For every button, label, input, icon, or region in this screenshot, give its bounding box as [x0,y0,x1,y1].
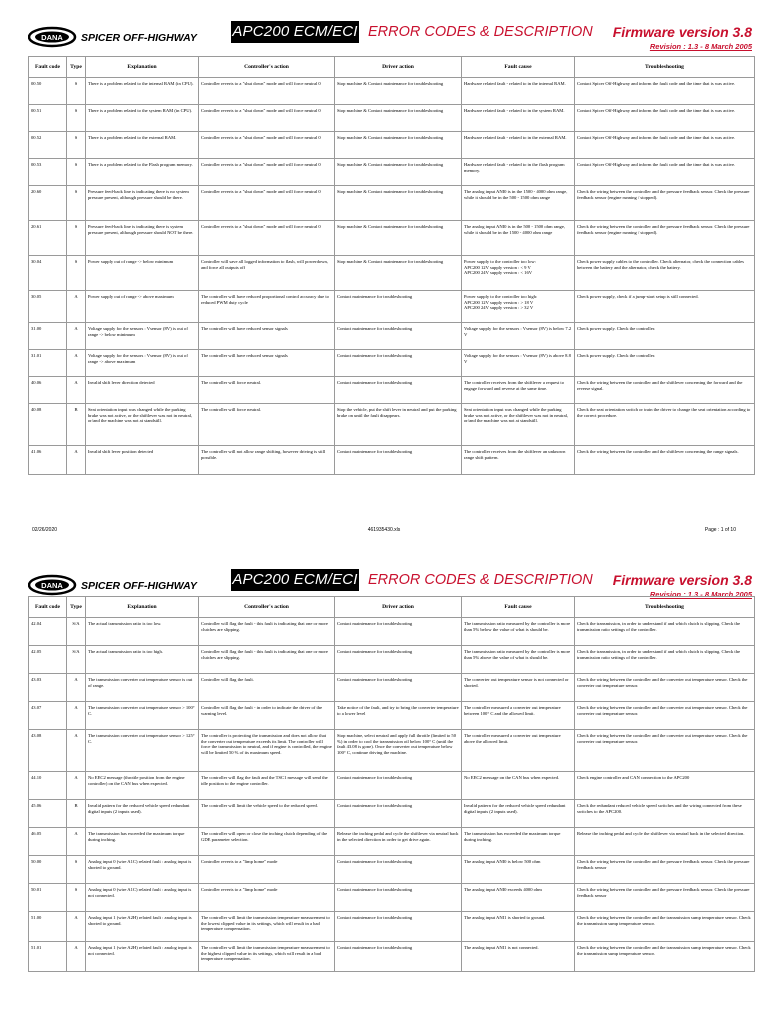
fault-cause-cell: The transmission ratio measured by the controller is more than 5% above the value of what is should be. [462,646,575,674]
explanation-cell: No EEC2 message (throttle position from the engine controller) on the CAN bus when expected. [86,772,199,800]
controller-action-cell: The controller is protecting the transmission and does not allow that the converter out temperature exceeds its limit. The controller will force the transmission to neutral, and if engine is controlled, the engine will be limited 50 % of its maximum speed. [199,730,335,772]
troubleshooting-cell: Check the seat orientation switch or train the driver to change the seat orientation according to the correct procedure. [575,404,755,446]
controller-action-cell: Controller reverts to a "shut down" mode and will force neutral 0 [199,186,335,221]
controller-action-cell: Controller reverts to a "limp home" mode [199,884,335,912]
dana-logo-mark [28,24,198,50]
fault-cause-cell: Voltage supply for the sensors : Vsensor (8V) is below 7.2 V [462,323,575,350]
troubleshooting-cell: Check the wiring between the controller and the shiftlever concerning the range signals. [575,446,755,475]
fault-cause-cell: No EEC2 message on the CAN bus when expected. [462,772,575,800]
fault-cause-cell: The transmission ratio measured by the controller is more than 5% below the value of what is should be. [462,618,575,646]
type-cell: S [67,132,86,159]
table-row [29,404,755,446]
explanation-cell: Pressure feed-back line is indicating there is no system pressure present, although pressure should be there. [86,186,199,221]
svg-text:SPICER OFF-HIGHWAY: SPICER OFF-HIGHWAY [81,580,197,592]
fault-code-cell: 00.50 [29,78,67,105]
fault-code-cell: 50.01 [29,884,67,912]
fault-cause-cell: Hardware related fault - related to in the flash program memory. [462,159,575,186]
driver-action-cell: Contact maintenance for troubleshooting [335,323,462,350]
driver-action-cell: Release the inching pedal and cycle the shiftlever via neutral back in the selected direction in order to get drive again. [335,828,462,856]
type-cell: S [67,884,86,912]
svg-text:DANA: DANA [41,581,63,590]
fault-cause-cell: Voltage supply for the sensors : Vsensor (8V) is above 8.8 V [462,350,575,377]
controller-action-cell: Controller will flag the fault - this fault is indicating that one or more clutches are slipping. [199,618,335,646]
table-header-row [29,57,755,78]
driver-action-cell: Contact maintenance for troubleshooting [335,800,462,828]
fault-cause-cell: The controller receives from the shiftlever an unknown range shift pattern. [462,446,575,475]
troubleshooting-cell: Check the wiring between the controller and the transmission sump temperature sensor. Check the transmission sump temperature sensor. [575,912,755,942]
troubleshooting-cell: Check the wiring between the controller and the pressure feedback sensor. Check the pressure feedback sensor [575,856,755,884]
footer-filename: 461935430.xls [367,527,401,533]
column-header: Type [67,57,86,78]
troubleshooting-cell: Check the transmission, in order to understand if and which clutch is slipping. Check the transmission ratio settings of the controller. [575,618,755,646]
driver-action-cell: Contact maintenance for troubleshooting [335,618,462,646]
explanation-cell: There is a problem related to the external RAM. [86,132,199,159]
type-cell: S [67,159,86,186]
table-row [29,132,755,159]
type-cell: S [67,105,86,132]
controller-action-cell: Controller reverts to a "shut down" mode and will force neutral 0 [199,159,335,186]
controller-action-cell: The controller will force neutral. [199,377,335,404]
fault-code-cell: 41.06 [29,446,67,475]
controller-action-cell: Controller will flag the fault - this fault is indicating that one or more clutches are slipping. [199,646,335,674]
explanation-cell: Power supply out of range -> above maximum [86,291,199,323]
controller-action-cell: The controller will limit the transmission temperature measurement to the highest clipped value in its settings, which will result in a bad temperature compensation. [199,942,335,972]
type-cell: A [67,942,86,972]
firmware-version: Firmware version 3.8 [612,572,752,588]
troubleshooting-cell: Check the wiring between the controller and the transmission sump temperature sensor. Check the transmission sump temperature sensor. [575,942,755,972]
explanation-cell: There is a problem related to the system RAM (in CPU). [86,105,199,132]
troubleshooting-cell: Check power supply, check if a jump-start setup is still connected. [575,291,755,323]
column-header: Fault cause [462,57,575,78]
fault-code-cell: 00.52 [29,132,67,159]
document-page-2 [0,552,768,1024]
driver-action-cell: Contact maintenance for troubleshooting [335,350,462,377]
document-title: ERROR CODES & DESCRIPTION [368,24,593,40]
table-row [29,446,755,475]
column-header: Controller's action [199,57,335,78]
troubleshooting-cell: Contact Spicer Off-Highway and inform the fault code and the time that is was active. [575,159,755,186]
driver-action-cell: Contact maintenance for troubleshooting [335,912,462,942]
explanation-cell: There is a problem related to the Flash program memory. [86,159,199,186]
fault-cause-cell: The transmission has exceeded the maximum torque during inching. [462,828,575,856]
dana-logo [28,24,198,50]
troubleshooting-cell: Check the wiring between the controller and the converter out temperature sensor. Check the converter out temperature sensor. [575,730,755,772]
troubleshooting-cell: Contact Spicer Off-Highway and inform the fault code and the time that is was active. [575,132,755,159]
controller-action-cell: The controller will force neutral. [199,404,335,446]
type-cell: S [67,186,86,221]
table-row [29,256,755,291]
explanation-cell: Pressure feed-back line is indicating there is system pressure present, although pressure should NOT be there. [86,221,199,256]
controller-action-cell: The controller will flag the fault and the TSC1 message will send the idle position to the engine controller. [199,772,335,800]
fault-cause-cell: Invalid pattern for the reduced vehicle speed redundant digital inputs (2 inputs used). [462,800,575,828]
table-row [29,856,755,884]
fault-code-cell: 20.61 [29,221,67,256]
explanation-cell: There is a problem related to the internal RAM (in CPU). [86,78,199,105]
explanation-cell: Invalid pattern for the reduced vehicle speed redundant digital inputs (2 inputs used). [86,800,199,828]
table-row [29,884,755,912]
footer-date: 02/26/2020 [32,527,58,533]
controller-action-cell: The controller will limit the transmission temperature measurement to the lowest clipped value in its settings, which will result in a bad temperature compensation. [199,912,335,942]
type-cell: A [67,912,86,942]
explanation-cell: The actual transmission ratio is too low. [86,618,199,646]
fault-cause-cell: The converter out temperature sensor is not connected or shorted. [462,674,575,702]
footer-page-number: Page : 1 of 10 [704,527,736,533]
table-header-row [29,597,755,618]
table-row [29,800,755,828]
fault-cause-cell: Power supply to the controller too low: APC200 12V supply version : < 9 V APC200 24V supply version : < 16V [462,256,575,291]
table-row [29,159,755,186]
driver-action-cell: Stop machine & Contact maintenance for troubleshooting [335,132,462,159]
explanation-cell: Invalid shift lever position detected [86,446,199,475]
explanation-cell: The transmission converter out temperature sensor is out of range. [86,674,199,702]
fault-code-cell: 40.08 [29,404,67,446]
type-cell: A [67,772,86,800]
driver-action-cell: Stop the vehicle, put the shift lever in neutral and put the parking brake on until the fault disappears. [335,404,462,446]
fault-code-cell: 31.01 [29,350,67,377]
controller-action-cell: Controller reverts to a "shut down" mode and will force neutral 0 [199,105,335,132]
column-header: Fault code [29,57,67,78]
model-badge: APC200 ECM/ECI [231,569,359,591]
fault-code-cell: 42.04 [29,618,67,646]
driver-action-cell: Contact maintenance for troubleshooting [335,446,462,475]
controller-action-cell: The controller will limit the vehicle speed to the reduced speed. [199,800,335,828]
fault-cause-cell: Hardware related fault - related to in the external RAM. [462,132,575,159]
table-row [29,291,755,323]
fault-cause-cell: The analog input ANI0 is in the 1500 - 4000 ohm range, while it should be in the 500 - 1500 ohm range [462,186,575,221]
controller-action-cell: Controller will save all logged information to flash, will powerdown, and force all outputs off [199,256,335,291]
table-row [29,350,755,377]
fault-code-cell: 42.05 [29,646,67,674]
type-cell: B [67,404,86,446]
fault-code-cell: 40.06 [29,377,67,404]
controller-action-cell: Controller reverts to a "shut down" mode and will force neutral 0 [199,221,335,256]
column-header: Driver action [335,57,462,78]
firmware-version: Firmware version 3.8 [612,24,752,40]
fault-code-cell: 50.00 [29,856,67,884]
page-footer [32,527,736,537]
fault-code-cell: 30.04 [29,256,67,291]
driver-action-cell: Contact maintenance for troubleshooting [335,291,462,323]
type-cell: B [67,800,86,828]
controller-action-cell: The controller will have reduced sensor signals [199,323,335,350]
controller-action-cell: Controller reverts to a "limp home" mode [199,856,335,884]
fault-cause-cell: Hardware related fault - related to in the system RAM. [462,105,575,132]
fault-cause-cell: The analog input ANI0 is below 500 ohm [462,856,575,884]
explanation-cell: Power supply out of range -> below minimum [86,256,199,291]
fault-cause-cell: The controller measured a converter out temperature above the allowed limit. [462,730,575,772]
table-row [29,772,755,800]
table-row [29,323,755,350]
fault-code-cell: 31.00 [29,323,67,350]
table-row [29,78,755,105]
svg-text:SPICER OFF-HIGHWAY: SPICER OFF-HIGHWAY [81,32,197,44]
fault-code-cell: 51.01 [29,942,67,972]
type-cell: S [67,256,86,291]
fault-code-cell: 46.05 [29,828,67,856]
controller-action-cell: The controller will not allow range shifting, however driving is still possible. [199,446,335,475]
controller-action-cell: Controller reverts to a "shut down" mode and will force neutral 0 [199,78,335,105]
table-row [29,221,755,256]
fault-code-cell: 45.06 [29,800,67,828]
table-row [29,730,755,772]
troubleshooting-cell: Check the wiring between the controller and the pressure feedback sensor. Check the pressure feedback sensor (engine running / stopped). [575,221,755,256]
controller-action-cell: The controller will have reduced sensor signals [199,350,335,377]
fault-code-cell: 30.05 [29,291,67,323]
driver-action-cell: Stop machine & Contact maintenance for troubleshooting [335,159,462,186]
fault-code-cell: 43.08 [29,730,67,772]
troubleshooting-cell: Check power supply. Check the controller. [575,323,755,350]
troubleshooting-cell: Check power supply cables to the controller. Check alternator, check the connection cables between the battery and the alternator, check the battery. [575,256,755,291]
table-body [29,78,755,475]
explanation-cell: Seat orientation input was changed while the parking brake was not active, or the shiftlever was not in neutral, or/and the machine was not at standstill. [86,404,199,446]
explanation-cell: The transmission has exceeded the maximum torque during inching. [86,828,199,856]
column-header: Type [67,597,86,618]
troubleshooting-cell: Contact Spicer Off-Highway and inform the fault code and the time that is was active. [575,78,755,105]
controller-action-cell: The controller will have reduced proportional control accuracy due to reduced PWM duty cycle [199,291,335,323]
error-codes-table-page-1 [28,56,755,475]
troubleshooting-cell: Check the wiring between the controller and the converter out temperature sensor. Check the converter out temperature sensor. [575,674,755,702]
column-header: Fault code [29,597,67,618]
fault-code-cell: 20.60 [29,186,67,221]
explanation-cell: Voltage supply for the sensors : Vsensor (8V) is out of range -> below minimum [86,323,199,350]
table-row [29,646,755,674]
type-cell: A [67,291,86,323]
driver-action-cell: Contact maintenance for troubleshooting [335,674,462,702]
dana-logo-mark [28,572,198,598]
table-row [29,186,755,221]
driver-action-cell: Contact maintenance for troubleshooting [335,856,462,884]
troubleshooting-cell: Contact Spicer Off-Highway and inform the fault code and the time that is was active. [575,105,755,132]
troubleshooting-cell: Check the wiring between the controller and the pressure feedback sensor. Check the pressure feedback sensor (engine running / stopped). [575,186,755,221]
column-header: Explanation [86,57,199,78]
controller-action-cell: The controller will open or close the inching clutch depending of the GDE parameter selection. [199,828,335,856]
troubleshooting-cell: Check the wiring between the controller and the shiftlever concerning the forward and the reverse signal. [575,377,755,404]
fault-code-cell: 00.53 [29,159,67,186]
type-cell: A [67,350,86,377]
document-title: ERROR CODES & DESCRIPTION [368,572,593,588]
column-header: Troubleshooting [575,597,755,618]
type-cell: S [67,78,86,105]
type-cell: S/A [67,646,86,674]
table-row [29,674,755,702]
table-row [29,912,755,942]
driver-action-cell: Contact maintenance for troubleshooting [335,377,462,404]
dana-logo [28,572,198,598]
model-badge: APC200 ECM/ECI [231,21,359,43]
type-cell: A [67,730,86,772]
table-row [29,618,755,646]
column-header: Troubleshooting [575,57,755,78]
fault-code-cell: 43.03 [29,674,67,702]
type-cell: S [67,856,86,884]
table-body [29,618,755,972]
controller-action-cell: Controller will flag the fault. [199,674,335,702]
driver-action-cell: Stop machine & Contact maintenance for troubleshooting [335,105,462,132]
troubleshooting-cell: Check engine controller and CAN connection to the APC200 [575,772,755,800]
fault-cause-cell: Hardware related fault - related to in the internal RAM. [462,78,575,105]
driver-action-cell: Stop machine & Contact maintenance for troubleshooting [335,78,462,105]
revision-label: Revision : 1.3 - 8 March 2005 [649,42,752,51]
fault-cause-cell: The analog input ANI0 is in the 500 - 1500 ohm range, while it should be in the 1500 - 4000 ohm range [462,221,575,256]
type-cell: S/A [67,618,86,646]
driver-action-cell: Stop machine, select neutral and apply full throttle (limited to 50 %) in order to cool the transmission oil below 100° C (until the fault 43.08 is gone). Once the converter out temperature below 100° C, continue driving the machine. [335,730,462,772]
fault-cause-cell: The analog input ANI0 exceeds 4000 ohm [462,884,575,912]
driver-action-cell: Contact maintenance for troubleshooting [335,772,462,800]
driver-action-cell: Stop machine & Contact maintenance for troubleshooting [335,256,462,291]
troubleshooting-cell: Check the redundant reduced vehicle speed switches and the wiring connected from these switches to the APC200. [575,800,755,828]
column-header: Driver action [335,597,462,618]
explanation-cell: Invalid shift lever direction detected [86,377,199,404]
troubleshooting-cell: Check power supply. Check the controller. [575,350,755,377]
type-cell: A [67,702,86,730]
explanation-cell: Voltage supply for the sensors : Vsensor (8V) is out of range -> above maximum [86,350,199,377]
column-header: Explanation [86,597,199,618]
fault-cause-cell: The analog input ANI1 is not connected. [462,942,575,972]
explanation-cell: Analog input 1 (wire A2H) related fault : analog input is not connected. [86,942,199,972]
type-cell: A [67,323,86,350]
explanation-cell: Analog input 0 (wire A1C) related fault : analog input is not connected. [86,884,199,912]
table-row [29,702,755,730]
column-header: Controller's action [199,597,335,618]
type-cell: A [67,674,86,702]
driver-action-cell: Stop machine & Contact maintenance for troubleshooting [335,186,462,221]
type-cell: A [67,446,86,475]
troubleshooting-cell: Check the transmission, in order to understand if and which clutch is slipping. Check the transmission ratio settings of the controller. [575,646,755,674]
fault-cause-cell: Seat orientation input was changed while the parking brake was not active, or the shiftlever was not in neutral, or/and the machine was not at standstill. [462,404,575,446]
fault-cause-cell: The controller measured a converter out temperature between 100° C and the allowed limit. [462,702,575,730]
table-row [29,942,755,972]
type-cell: A [67,828,86,856]
fault-cause-cell: The analog input ANI1 is shorted to ground. [462,912,575,942]
error-codes-table-page-2 [28,596,755,972]
type-cell: S [67,221,86,256]
explanation-cell: Analog input 1 (wire A2H) related fault : analog input is shorted to ground. [86,912,199,942]
fault-code-cell: 43.07 [29,702,67,730]
explanation-cell: The actual transmission ratio is too high. [86,646,199,674]
driver-action-cell: Contact maintenance for troubleshooting [335,646,462,674]
fault-cause-cell: Power supply to the controller too high: APC200 12V supply version : > 18 V APC200 24V supply version : > 32 V [462,291,575,323]
table-row [29,828,755,856]
troubleshooting-cell: Check the wiring between the controller and the pressure feedback sensor. Check the pressure feedback sensor [575,884,755,912]
troubleshooting-cell: Release the inching pedal and cycle the shiftlever via neutral back in the selected direction. [575,828,755,856]
type-cell: A [67,377,86,404]
controller-action-cell: Controller reverts to a "shut down" mode and will force neutral 0 [199,132,335,159]
fault-code-cell: 00.51 [29,105,67,132]
driver-action-cell: Stop machine & Contact maintenance for troubleshooting [335,221,462,256]
svg-text:DANA: DANA [41,33,63,42]
driver-action-cell: Contact maintenance for troubleshooting [335,942,462,972]
controller-action-cell: Controller will flag the fault - in order to indicate the driver of the warning level. [199,702,335,730]
table-row [29,105,755,132]
fault-code-cell: 44.10 [29,772,67,800]
driver-action-cell: Contact maintenance for troubleshooting [335,884,462,912]
explanation-cell: The transmission converter out temperature sensor > 125° C. [86,730,199,772]
fault-cause-cell: The controller receives from the shiftlever a request to engage forward and reverse at the same time. [462,377,575,404]
driver-action-cell: Take notice of the fault, and try to bring the converter temperature to a lower level [335,702,462,730]
revision-label: Revision : 1.3 - 8 March 2005 [649,590,752,599]
explanation-cell: The transmission converter out temperature sensor > 100° C. [86,702,199,730]
explanation-cell: Analog input 0 (wire A1C) related fault : analog input is shorted to ground. [86,856,199,884]
fault-code-cell: 51.00 [29,912,67,942]
column-header: Fault cause [462,597,575,618]
troubleshooting-cell: Check the wiring between the controller and the converter out temperature sensor. Check the converter out temperature sensor. [575,702,755,730]
table-row [29,377,755,404]
